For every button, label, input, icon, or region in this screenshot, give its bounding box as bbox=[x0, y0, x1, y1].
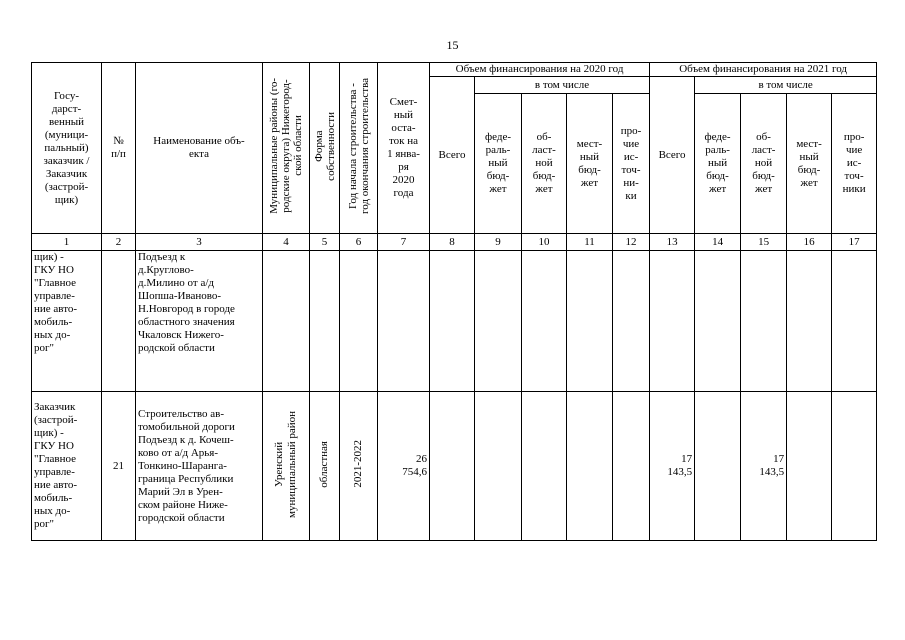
column-number: 5 bbox=[310, 234, 340, 251]
column-number: 15 bbox=[741, 234, 787, 251]
row-cell bbox=[832, 251, 877, 392]
row-cell bbox=[567, 251, 613, 392]
header-incl-2021: в том числе bbox=[695, 77, 877, 94]
row-cell bbox=[567, 392, 613, 541]
table-row bbox=[32, 392, 877, 541]
row-ownership bbox=[310, 251, 340, 392]
header-other-2020: про- чие ис- точ- ни- ки bbox=[613, 94, 650, 234]
row-cell bbox=[787, 392, 832, 541]
row-cell bbox=[613, 392, 650, 541]
header-federal-2021: феде- раль- ный бюд- жет bbox=[695, 94, 741, 234]
financing-table bbox=[31, 62, 877, 541]
row-cell bbox=[613, 251, 650, 392]
row-total-2021: 17 143,5 bbox=[650, 392, 695, 541]
header-total-2020: Всего bbox=[430, 77, 475, 234]
column-number: 17 bbox=[832, 234, 877, 251]
header-regional-2020: об- ласт- ной бюд- жет bbox=[522, 94, 567, 234]
row-object-name: Подъезд к д.Круглово- д.Милино от а/д Шопша-Иваново- Н.Новгород в городе областного значения Чкаловск Нижего- родской области bbox=[136, 251, 263, 392]
row-cell bbox=[695, 251, 741, 392]
header-districts: Муниципальные районы (го- родские округа) Нижегород- ской области bbox=[263, 63, 310, 234]
row-cell bbox=[522, 251, 567, 392]
header-estimate: Смет- ный оста- ток на 1 янва- ря 2020 года bbox=[378, 63, 430, 234]
header-num: № п/п bbox=[102, 63, 136, 234]
header-local-2020: мест- ный бюд- жет bbox=[567, 94, 613, 234]
row-years: 2021-2022 bbox=[340, 392, 378, 541]
column-number: 9 bbox=[475, 234, 522, 251]
column-number: 13 bbox=[650, 234, 695, 251]
header-incl-2020: в том числе bbox=[475, 77, 650, 94]
column-number: 7 bbox=[378, 234, 430, 251]
column-number: 4 bbox=[263, 234, 310, 251]
column-number: 11 bbox=[567, 234, 613, 251]
row-ownership: областная bbox=[310, 392, 340, 541]
row-cell bbox=[695, 392, 741, 541]
table-row bbox=[32, 251, 877, 392]
column-number: 16 bbox=[787, 234, 832, 251]
row-estimate bbox=[378, 251, 430, 392]
row-total-2021 bbox=[650, 251, 695, 392]
header-years: Год начала строительства - год окончания строительства bbox=[340, 63, 378, 234]
row-district: Уренский муниципальный район bbox=[263, 392, 310, 541]
row-customer: щик) - ГКУ НО "Главное управле- ние авто- мобиль- ных до- рог" bbox=[32, 251, 102, 392]
row-cell bbox=[475, 392, 522, 541]
header-local-2021: мест- ный бюд- жет bbox=[787, 94, 832, 234]
row-cell bbox=[787, 251, 832, 392]
row-regional-2021: 17 143,5 bbox=[741, 392, 787, 541]
row-cell bbox=[475, 251, 522, 392]
header-ownership: Форма собственности bbox=[310, 63, 340, 234]
column-number: 2 bbox=[102, 234, 136, 251]
row-total-2020 bbox=[430, 251, 475, 392]
header-object-name: Наименование объ- екта bbox=[136, 63, 263, 234]
column-number-row bbox=[32, 234, 877, 251]
column-number: 1 bbox=[32, 234, 102, 251]
header-fin-2021: Объем финансирования на 2021 год bbox=[650, 63, 877, 77]
header-other-2021: про- чие ис- точ- ники bbox=[832, 94, 877, 234]
row-regional-2021 bbox=[741, 251, 787, 392]
row-num: 21 bbox=[102, 392, 136, 541]
row-years bbox=[340, 251, 378, 392]
header-fin-2020: Объем финансирования на 2020 год bbox=[430, 63, 650, 77]
column-number: 12 bbox=[613, 234, 650, 251]
column-number: 8 bbox=[430, 234, 475, 251]
column-number: 10 bbox=[522, 234, 567, 251]
column-number: 3 bbox=[136, 234, 263, 251]
row-estimate: 26 754,6 bbox=[378, 392, 430, 541]
header-federal-2020: феде- раль- ный бюд- жет bbox=[475, 94, 522, 234]
row-cell bbox=[522, 392, 567, 541]
row-district bbox=[263, 251, 310, 392]
column-number: 6 bbox=[340, 234, 378, 251]
row-cell bbox=[832, 392, 877, 541]
page-number: 15 bbox=[446, 38, 459, 52]
row-num bbox=[102, 251, 136, 392]
row-customer: Заказчик (застрой- щик) - ГКУ НО "Главное управле- ние авто- мобиль- ных до- рог" bbox=[32, 392, 102, 541]
row-total-2020 bbox=[430, 392, 475, 541]
row-object-name: Строительство ав- томобильной дороги Подъезд к д. Кочеш- ково от а/д Арья- Тонкино-Шаранга- граница Республики Марий Эл в Урен- ском районе Ниже- городской области bbox=[136, 392, 263, 541]
header-total-2021: Всего bbox=[650, 77, 695, 234]
header-customer: Госу- дарст- венный (муници- пальный) заказчик / Заказчик (застрой- щик) bbox=[32, 63, 102, 234]
header-regional-2021: об- ласт- ной бюд- жет bbox=[741, 94, 787, 234]
column-number: 14 bbox=[695, 234, 741, 251]
